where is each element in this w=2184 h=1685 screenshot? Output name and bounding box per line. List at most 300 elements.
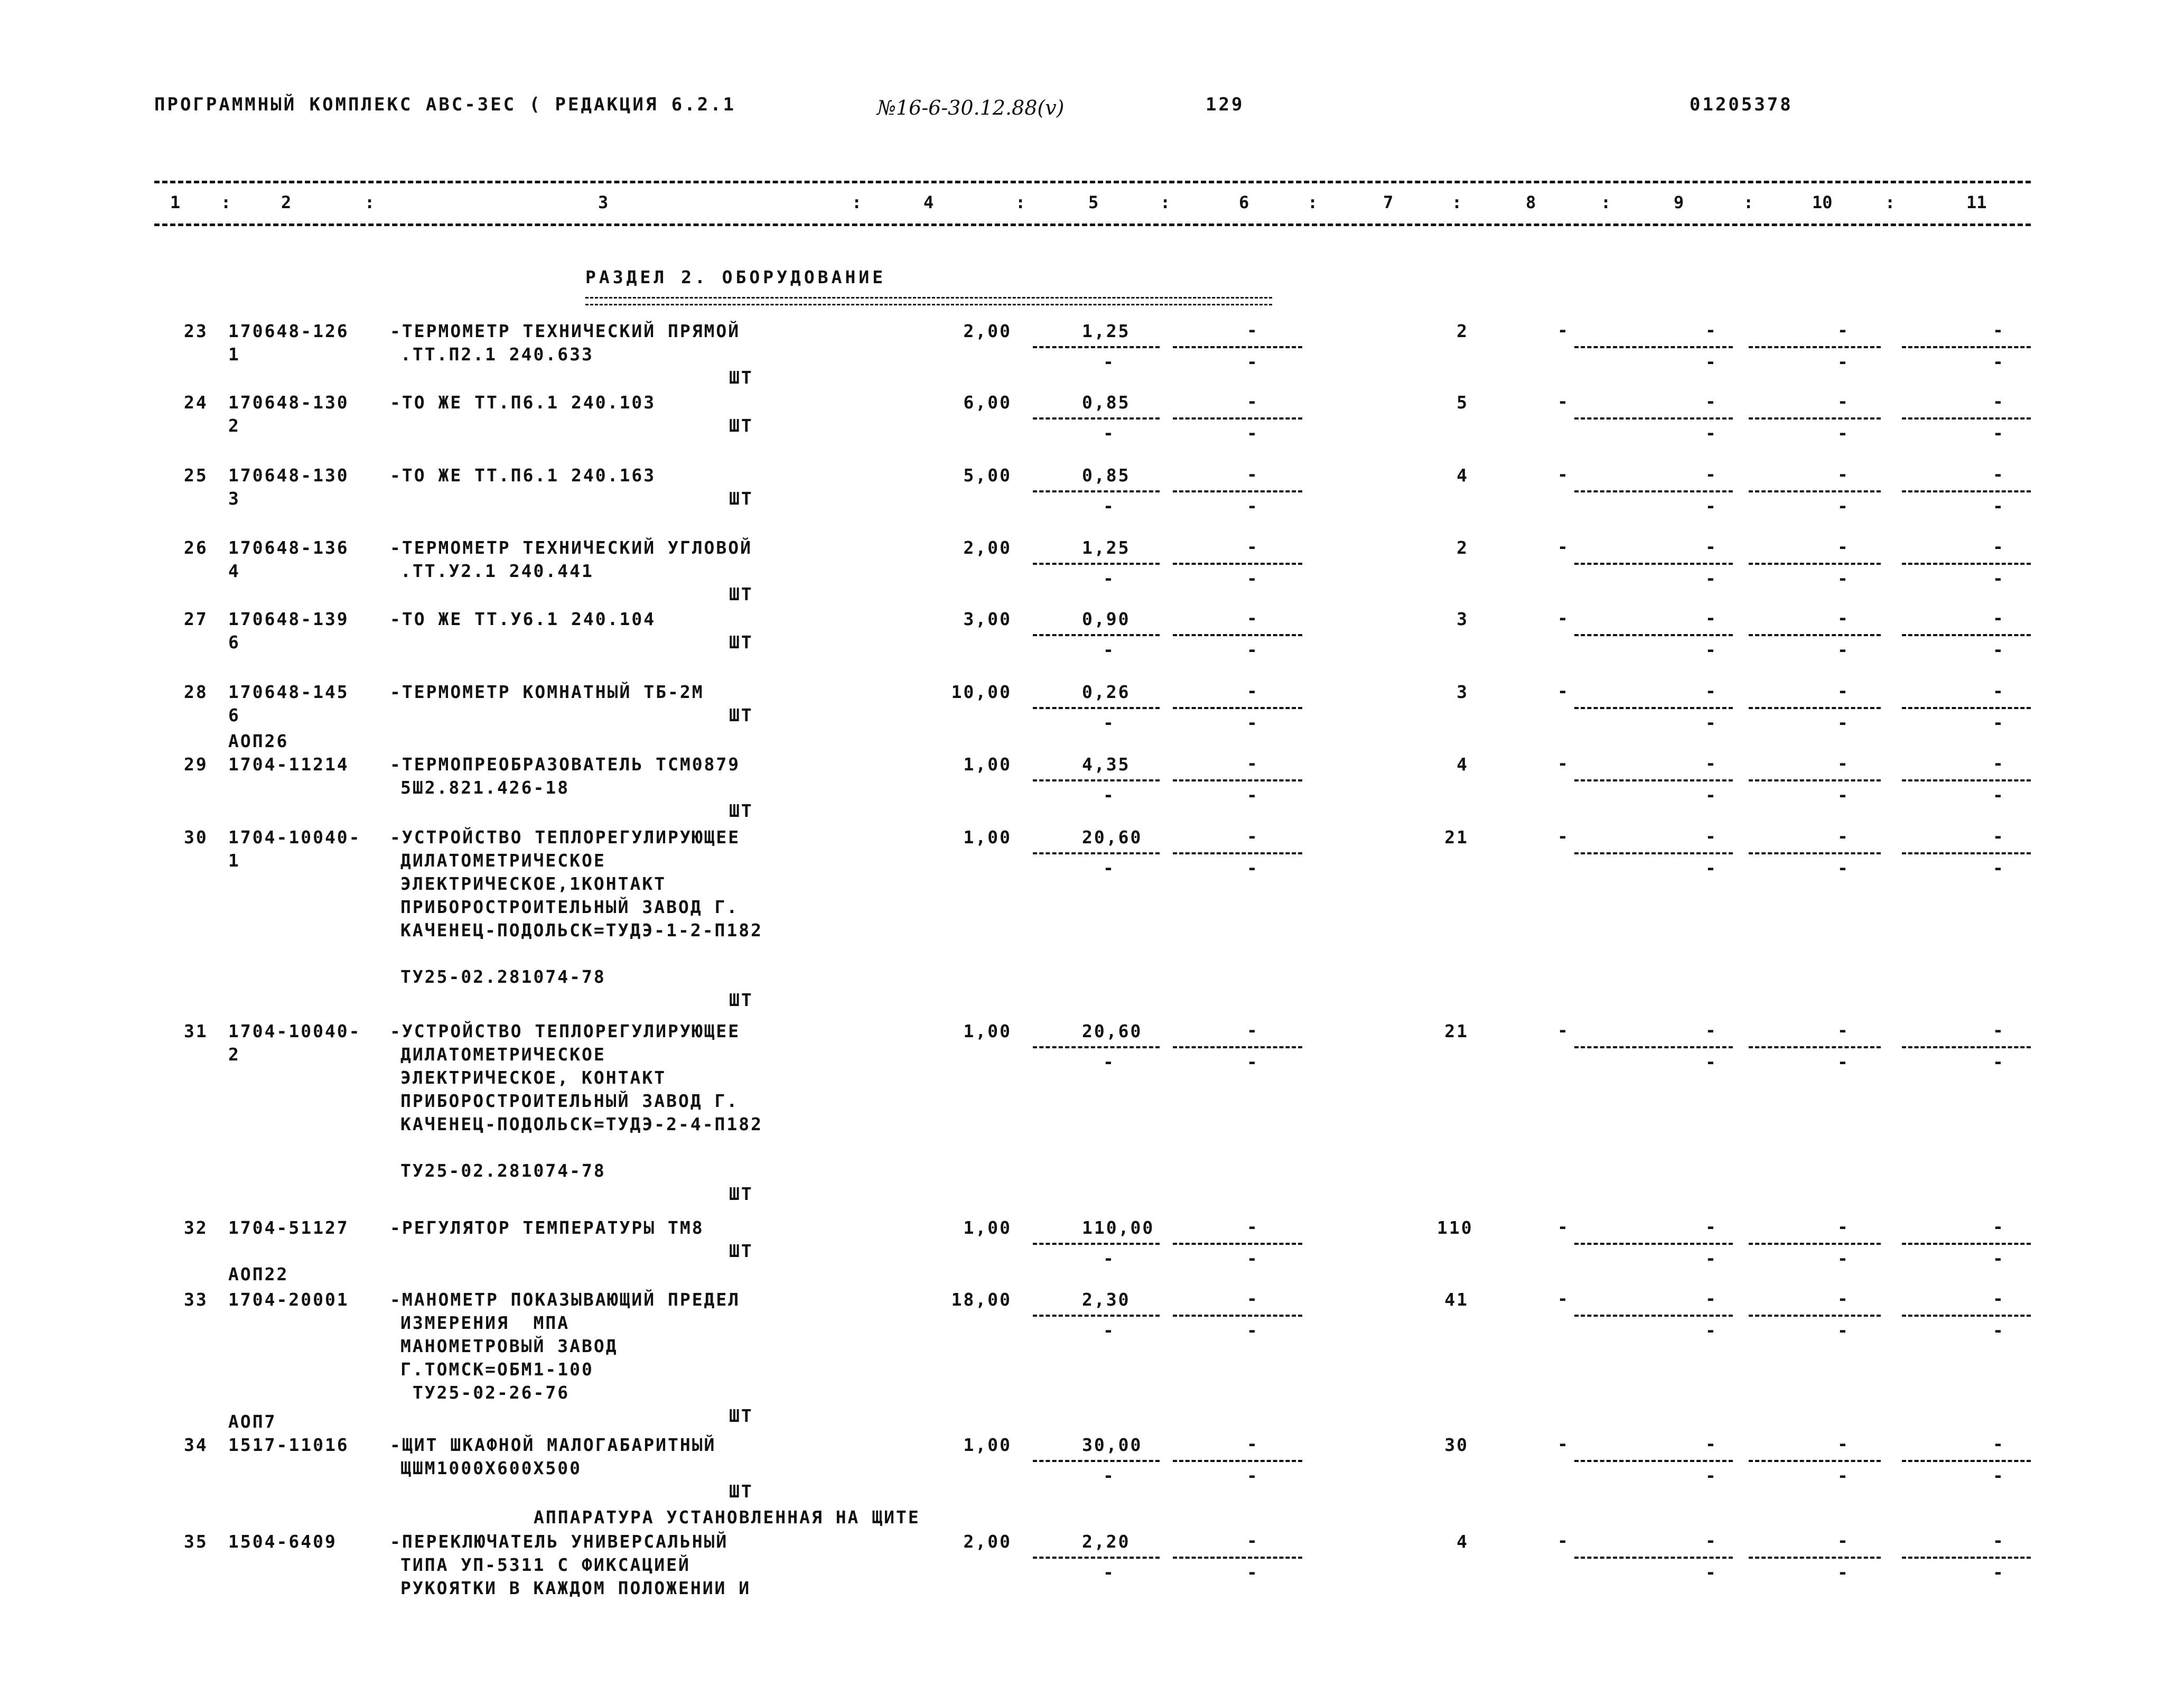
row-description-line: -УСТРОЙСТВО ТЕПЛОРЕГУЛИРУЮЩЕЕ: [390, 827, 741, 848]
dash-mark: -: [1247, 858, 1257, 878]
dashed-underline: [1033, 346, 1160, 348]
row-description-line: ДИЛАТОМЕТРИЧЕСКОЕ: [400, 1044, 606, 1065]
row-description-line: ЭЛЕКТРИЧЕСКОЕ,1КОНТАКТ: [400, 873, 667, 894]
dashed-underline: [1173, 707, 1302, 709]
row-price: 30,00: [1082, 1435, 1143, 1455]
col-4: 4: [923, 192, 934, 212]
row-quantity: 2,00: [963, 537, 1012, 558]
dash-mark: -: [1837, 1288, 1848, 1309]
row-description-line: ПРИБОРОСТРОИТЕЛЬНЫЙ ЗАВОД Г.: [400, 897, 739, 917]
dashed-underline: [1749, 1315, 1881, 1317]
col-separator: :: [1015, 192, 1026, 212]
row-code: 170648-136: [228, 537, 349, 558]
row-description-line: РУКОЯТКИ В КАЖДОМ ПОЛОЖЕНИИ И: [400, 1578, 751, 1598]
dash-mark: -: [1557, 826, 1568, 846]
row-description-line: -ТЕРМОМЕТР ТЕХНИЧЕСКИЙ ПРЯМОЙ: [390, 321, 741, 341]
dash-mark: -: [1705, 1433, 1716, 1454]
row-subcode: АОП7: [228, 1411, 277, 1432]
dash-mark: -: [1705, 536, 1716, 557]
dash-mark: -: [1247, 1530, 1257, 1551]
dashed-underline: [1173, 1315, 1302, 1317]
dash-mark: -: [1837, 568, 1848, 589]
row-number: 28: [184, 682, 208, 702]
row-description-line: 5Ш2.821.426-18: [400, 777, 570, 798]
dash-mark: -: [1103, 639, 1114, 660]
dash-mark: -: [1247, 351, 1257, 372]
dash-mark: -: [1837, 753, 1848, 774]
dashed-underline: [1033, 852, 1160, 854]
row-code: 170648-126: [228, 321, 349, 341]
row-price: 4,35: [1082, 754, 1131, 775]
dash-mark: -: [1705, 351, 1716, 372]
row-number: 35: [184, 1531, 208, 1552]
document-code: 01205378: [1690, 94, 1793, 115]
row-total: 5: [1457, 392, 1469, 413]
program-header: ПРОГРАММНЫЙ КОМПЛЕКС АВС-3ЕС ( РЕДАКЦИЯ 6.2.1: [154, 94, 736, 115]
dash-mark: -: [1837, 1320, 1848, 1340]
row-code: 1517-11016: [228, 1435, 349, 1455]
dashed-underline: [1173, 852, 1302, 854]
row-unit: ШТ: [729, 800, 753, 821]
row-description-line: -ЩИТ ШКАФНОЙ МАЛОГАБАРИТНЫЙ: [390, 1435, 716, 1455]
dashed-underline: [1902, 563, 2031, 565]
dashed-underline: [1749, 1046, 1881, 1048]
dashed-underline: [1173, 346, 1302, 348]
dashed-underline: [1173, 1557, 1302, 1559]
handwritten-note: №16-6-30.12.88(v): [877, 96, 1065, 119]
row-code: 1704-51127: [228, 1217, 349, 1238]
row-quantity: 10,00: [951, 682, 1012, 702]
dash-mark: -: [1993, 785, 2003, 805]
col-separator: :: [1743, 192, 1754, 212]
row-price: 1,25: [1082, 321, 1131, 341]
row-quantity: 1,00: [963, 754, 1012, 775]
row-total: 41: [1444, 1289, 1469, 1310]
row-description-line: -ТО ЖЕ ТТ.П6.1 240.103: [390, 392, 656, 413]
row-total: 3: [1457, 682, 1469, 702]
row-code: 1704-10040-: [228, 1021, 361, 1041]
dash-mark: -: [1705, 1216, 1716, 1237]
row-price: 0,85: [1082, 392, 1131, 413]
row-unit: ШТ: [729, 705, 753, 725]
dash-mark: -: [1103, 785, 1114, 805]
dash-mark: -: [1837, 1248, 1848, 1269]
row-code: 170648-139: [228, 609, 349, 629]
dash-mark: -: [1993, 1530, 2003, 1551]
dashed-underline: [1574, 852, 1733, 854]
col-separator: :: [1308, 192, 1318, 212]
dashed-underline: [1902, 707, 2031, 709]
dash-mark: -: [1837, 1433, 1848, 1454]
row-price: 2,30: [1082, 1289, 1131, 1310]
dash-mark: -: [1993, 464, 2003, 485]
dash-mark: -: [1247, 1562, 1257, 1582]
row-code: 170648-130: [228, 465, 349, 486]
dashed-underline: [1902, 852, 2031, 854]
dash-mark: -: [1247, 826, 1257, 846]
dash-mark: -: [1247, 1051, 1257, 1072]
page-number: 129: [1206, 94, 1245, 115]
dash-mark: -: [1247, 391, 1257, 412]
dashed-underline: [1173, 1460, 1302, 1462]
dash-mark: -: [1103, 423, 1114, 443]
column-header-bottom-rule: [154, 224, 2031, 226]
row-description-line: -ПЕРЕКЛЮЧАТЕЛЬ УНИВЕРСАЛЬНЫЙ: [390, 1531, 729, 1552]
dashed-underline: [1574, 1557, 1733, 1559]
row-description-line: Г.ТОМСК=ОБМ1-100: [400, 1359, 594, 1380]
row-total: 3: [1457, 609, 1469, 629]
dashed-underline: [1749, 1460, 1881, 1462]
col-separator: :: [365, 192, 375, 212]
dashed-underline: [1749, 779, 1881, 781]
dash-mark: -: [1705, 1020, 1716, 1040]
dashed-underline: [1902, 779, 2031, 781]
row-subcode: 1: [228, 344, 240, 365]
dash-mark: -: [1993, 1288, 2003, 1309]
dash-mark: -: [1837, 1216, 1848, 1237]
dash-mark: -: [1557, 681, 1568, 701]
dash-mark: -: [1247, 464, 1257, 485]
row-quantity: 2,00: [963, 1531, 1012, 1552]
row-unit: ШТ: [729, 584, 753, 604]
row-number: 33: [184, 1289, 208, 1310]
row-unit: ШТ: [729, 1241, 753, 1261]
col-5: 5: [1088, 192, 1099, 212]
row-quantity: 1,00: [963, 827, 1012, 848]
row-number: 24: [184, 392, 208, 413]
row-description-line: ЭЛЕКТРИЧЕСКОЕ, КОНТАКТ: [400, 1067, 667, 1088]
row-unit: ШТ: [729, 367, 753, 388]
dashed-underline: [1574, 346, 1733, 348]
dash-mark: -: [1993, 391, 2003, 412]
dash-mark: -: [1837, 826, 1848, 846]
dash-mark: -: [1557, 1020, 1568, 1040]
dashed-underline: [1574, 1046, 1733, 1048]
row-quantity: 1,00: [963, 1217, 1012, 1238]
row-subcode: 6: [228, 632, 240, 653]
dashed-underline: [1033, 707, 1160, 709]
dash-mark: -: [1705, 785, 1716, 805]
row-description-line: МАНОМЕТРОВЫЙ ЗАВОД: [400, 1336, 618, 1356]
dash-mark: -: [1705, 496, 1716, 516]
dash-mark: -: [1993, 536, 2003, 557]
dash-mark: -: [1837, 681, 1848, 701]
col-separator: :: [1885, 192, 1896, 212]
dash-mark: -: [1705, 858, 1716, 878]
dash-mark: -: [1837, 1530, 1848, 1551]
row-number: 27: [184, 609, 208, 629]
dash-mark: -: [1837, 712, 1848, 733]
dashed-underline: [1173, 563, 1302, 565]
dash-mark: -: [1993, 1320, 2003, 1340]
dash-mark: -: [1247, 1465, 1257, 1486]
dash-mark: -: [1557, 753, 1568, 774]
dash-mark: -: [1247, 712, 1257, 733]
row-quantity: 18,00: [951, 1289, 1012, 1310]
dash-mark: -: [1705, 1248, 1716, 1269]
row-total: 21: [1444, 827, 1469, 848]
section-title: РАЗДЕЛ 2. ОБОРУДОВАНИЕ: [585, 267, 886, 287]
col-10: 10: [1812, 192, 1833, 212]
dash-mark: -: [1705, 1530, 1716, 1551]
row-quantity: 1,00: [963, 1021, 1012, 1041]
dashed-underline: [1902, 1243, 2031, 1245]
row-unit: ШТ: [729, 632, 753, 653]
dashed-underline: [1574, 490, 1733, 492]
dashed-underline: [1033, 1460, 1160, 1462]
col-separator: :: [1160, 192, 1171, 212]
subheading: АППАРАТУРА УСТАНОВЛЕННАЯ НА ЩИТЕ: [534, 1507, 920, 1528]
dash-mark: -: [1705, 423, 1716, 443]
dash-mark: -: [1993, 1216, 2003, 1237]
col-3: 3: [598, 192, 609, 212]
dash-mark: -: [1557, 536, 1568, 557]
dashed-underline: [1173, 417, 1302, 420]
dashed-underline: [1574, 634, 1733, 636]
row-unit: ШТ: [729, 488, 753, 509]
dashed-underline: [1033, 1315, 1160, 1317]
dashed-underline: [1902, 1460, 2031, 1462]
dash-mark: -: [1103, 568, 1114, 589]
dash-mark: -: [1705, 753, 1716, 774]
row-description-line: -РЕГУЛЯТОР ТЕМПЕРАТУРЫ ТМ8: [390, 1217, 704, 1238]
dash-mark: -: [1557, 1216, 1568, 1237]
col-11: 11: [1966, 192, 1987, 212]
dash-mark: -: [1103, 1051, 1114, 1072]
row-subcode: 3: [228, 488, 240, 509]
dash-mark: -: [1837, 423, 1848, 443]
dash-mark: -: [1837, 858, 1848, 878]
dash-mark: -: [1247, 1288, 1257, 1309]
col-separator: :: [1601, 192, 1611, 212]
dash-mark: -: [1837, 536, 1848, 557]
dash-mark: -: [1247, 1248, 1257, 1269]
row-subcode: АОП26: [228, 731, 289, 751]
dashed-underline: [1749, 707, 1881, 709]
row-total: 110: [1437, 1217, 1473, 1238]
dash-mark: -: [1705, 712, 1716, 733]
dash-mark: -: [1705, 608, 1716, 628]
col-7: 7: [1383, 192, 1394, 212]
dashed-underline: [1749, 490, 1881, 492]
dash-mark: -: [1993, 681, 2003, 701]
row-description-line: -МАНОМЕТР ПОКАЗЫВАЮЩИЙ ПРЕДЕЛ: [390, 1289, 741, 1310]
row-number: 29: [184, 754, 208, 775]
row-subcode: 2: [228, 1044, 240, 1065]
dash-mark: -: [1247, 681, 1257, 701]
row-total: 4: [1457, 754, 1469, 775]
dashed-underline: [1574, 1243, 1733, 1245]
col-8: 8: [1526, 192, 1536, 212]
col-9: 9: [1674, 192, 1684, 212]
row-total: 4: [1457, 465, 1469, 486]
dash-mark: -: [1837, 639, 1848, 660]
row-description-line: -ТЕРМОМЕТР КОМНАТНЫЙ ТБ-2М: [390, 682, 704, 702]
row-number: 34: [184, 1435, 208, 1455]
row-code: 1704-10040-: [228, 827, 361, 848]
col-1: 1: [170, 192, 181, 212]
dash-mark: -: [1993, 1051, 2003, 1072]
dashed-underline: [1574, 779, 1733, 781]
dash-mark: -: [1103, 712, 1114, 733]
dash-mark: -: [1837, 785, 1848, 805]
dash-mark: -: [1705, 320, 1716, 340]
dashed-underline: [1033, 490, 1160, 492]
row-price: 0,90: [1082, 609, 1131, 629]
dash-mark: -: [1993, 1562, 2003, 1582]
dash-mark: -: [1837, 1465, 1848, 1486]
row-unit: ШТ: [729, 1481, 753, 1502]
dash-mark: -: [1247, 1320, 1257, 1340]
row-quantity: 3,00: [963, 609, 1012, 629]
row-description-line: ЩШМ1000Х600Х500: [400, 1458, 582, 1478]
dash-mark: -: [1247, 639, 1257, 660]
row-total: 4: [1457, 1531, 1469, 1552]
dash-mark: -: [1837, 1051, 1848, 1072]
dashed-underline: [1902, 417, 2031, 420]
dash-mark: -: [1557, 391, 1568, 412]
row-description-line: ИЗМЕРЕНИЯ МПА: [400, 1312, 570, 1333]
row-quantity: 2,00: [963, 321, 1012, 341]
dash-mark: -: [1247, 568, 1257, 589]
dash-mark: -: [1247, 496, 1257, 516]
dashed-underline: [1749, 563, 1881, 565]
dash-mark: -: [1247, 1216, 1257, 1237]
dash-mark: -: [1837, 351, 1848, 372]
col-2: 2: [281, 192, 292, 212]
section-double-rule: [585, 297, 1272, 305]
dash-mark: -: [1103, 1320, 1114, 1340]
dash-mark: -: [1705, 391, 1716, 412]
dashed-underline: [1033, 563, 1160, 565]
row-description-line: ПРИБОРОСТРОИТЕЛЬНЫЙ ЗАВОД Г.: [400, 1091, 739, 1111]
col-separator: :: [852, 192, 862, 212]
dashed-underline: [1749, 852, 1881, 854]
dashed-underline: [1173, 634, 1302, 636]
dash-mark: -: [1993, 1248, 2003, 1269]
row-price: 20,60: [1082, 827, 1143, 848]
row-description-line: ТИПА УП-5311 С ФИКСАЦИЕЙ: [400, 1554, 690, 1575]
row-description-line: ТУ25-02-26-76: [400, 1382, 570, 1403]
dash-mark: -: [1993, 351, 2003, 372]
row-quantity: 1,00: [963, 1435, 1012, 1455]
dash-mark: -: [1993, 858, 2003, 878]
row-description-line: -ТО ЖЕ ТТ.У6.1 240.104: [390, 609, 656, 629]
dash-mark: -: [1557, 608, 1568, 628]
dashed-underline: [1902, 346, 2031, 348]
row-description-line: ТУ25-02.281074-78: [400, 1160, 606, 1181]
dash-mark: -: [1705, 1051, 1716, 1072]
dash-mark: -: [1993, 1465, 2003, 1486]
dash-mark: -: [1993, 1020, 2003, 1040]
col-separator: :: [221, 192, 231, 212]
row-price: 0,26: [1082, 682, 1131, 702]
dash-mark: -: [1993, 608, 2003, 628]
dashed-underline: [1033, 779, 1160, 781]
row-subcode: АОП22: [228, 1264, 289, 1284]
row-number: 26: [184, 537, 208, 558]
row-unit: ШТ: [729, 1405, 753, 1426]
row-total: 30: [1444, 1435, 1469, 1455]
dash-mark: -: [1837, 1562, 1848, 1582]
row-description-line: КАЧЕНЕЦ-ПОДОЛЬСК=ТУДЭ-2-4-П182: [400, 1114, 763, 1134]
dashed-underline: [1902, 490, 2031, 492]
dash-mark: -: [1557, 320, 1568, 340]
dash-mark: -: [1705, 568, 1716, 589]
dashed-underline: [1033, 1557, 1160, 1559]
dash-mark: -: [1993, 320, 2003, 340]
dash-mark: -: [1993, 1433, 2003, 1454]
dashed-underline: [1902, 1557, 2031, 1559]
dashed-underline: [1173, 1243, 1302, 1245]
dash-mark: -: [1557, 1530, 1568, 1551]
row-price: 0,85: [1082, 465, 1131, 486]
dash-mark: -: [1103, 496, 1114, 516]
col-6: 6: [1239, 192, 1249, 212]
row-total: 21: [1444, 1021, 1469, 1041]
column-header-top-rule: [154, 181, 2031, 183]
dashed-underline: [1173, 1046, 1302, 1048]
dash-mark: -: [1837, 320, 1848, 340]
dash-mark: -: [1705, 1562, 1716, 1582]
dash-mark: -: [1837, 391, 1848, 412]
dashed-underline: [1574, 1315, 1733, 1317]
col-separator: :: [1452, 192, 1462, 212]
row-code: 1704-20001: [228, 1289, 349, 1310]
dashed-underline: [1574, 417, 1733, 420]
dash-mark: -: [1705, 1465, 1716, 1486]
dashed-underline: [1574, 707, 1733, 709]
dash-mark: -: [1103, 1465, 1114, 1486]
dash-mark: -: [1247, 785, 1257, 805]
row-description-line: -ТЕРМОМЕТР ТЕХНИЧЕСКИЙ УГЛОВОЙ: [390, 537, 753, 558]
dash-mark: -: [1705, 464, 1716, 485]
dashed-underline: [1749, 417, 1881, 420]
dashed-underline: [1902, 1046, 2031, 1048]
dash-mark: -: [1837, 496, 1848, 516]
row-description-line: .ТТ.У2.1 240.441: [400, 561, 594, 581]
dash-mark: -: [1557, 464, 1568, 485]
dash-mark: -: [1993, 712, 2003, 733]
dash-mark: -: [1103, 858, 1114, 878]
dashed-underline: [1033, 634, 1160, 636]
dash-mark: -: [1557, 1288, 1568, 1309]
dash-mark: -: [1705, 1320, 1716, 1340]
dash-mark: -: [1837, 464, 1848, 485]
row-code: 1704-11214: [228, 754, 349, 775]
row-subcode: 6: [228, 705, 240, 725]
row-description-line: ТУ25-02.281074-78: [400, 966, 606, 987]
row-description-line: -ТЕРМОПРЕОБРАЗОВАТЕЛЬ ТСМ0879: [390, 754, 741, 775]
row-unit: ШТ: [729, 1184, 753, 1204]
dashed-underline: [1749, 1557, 1881, 1559]
row-subcode: 1: [228, 850, 240, 871]
dashed-underline: [1574, 563, 1733, 565]
dash-mark: -: [1557, 1433, 1568, 1454]
dash-mark: -: [1993, 639, 2003, 660]
dash-mark: -: [1247, 536, 1257, 557]
dashed-underline: [1574, 1460, 1733, 1462]
row-number: 32: [184, 1217, 208, 1238]
dash-mark: -: [1247, 1433, 1257, 1454]
dash-mark: -: [1705, 1288, 1716, 1309]
row-description-line: -ТО ЖЕ ТТ.П6.1 240.163: [390, 465, 656, 486]
row-price: 1,25: [1082, 537, 1131, 558]
dash-mark: -: [1247, 1020, 1257, 1040]
dash-mark: -: [1705, 639, 1716, 660]
row-number: 31: [184, 1021, 208, 1041]
row-total: 2: [1457, 321, 1469, 341]
